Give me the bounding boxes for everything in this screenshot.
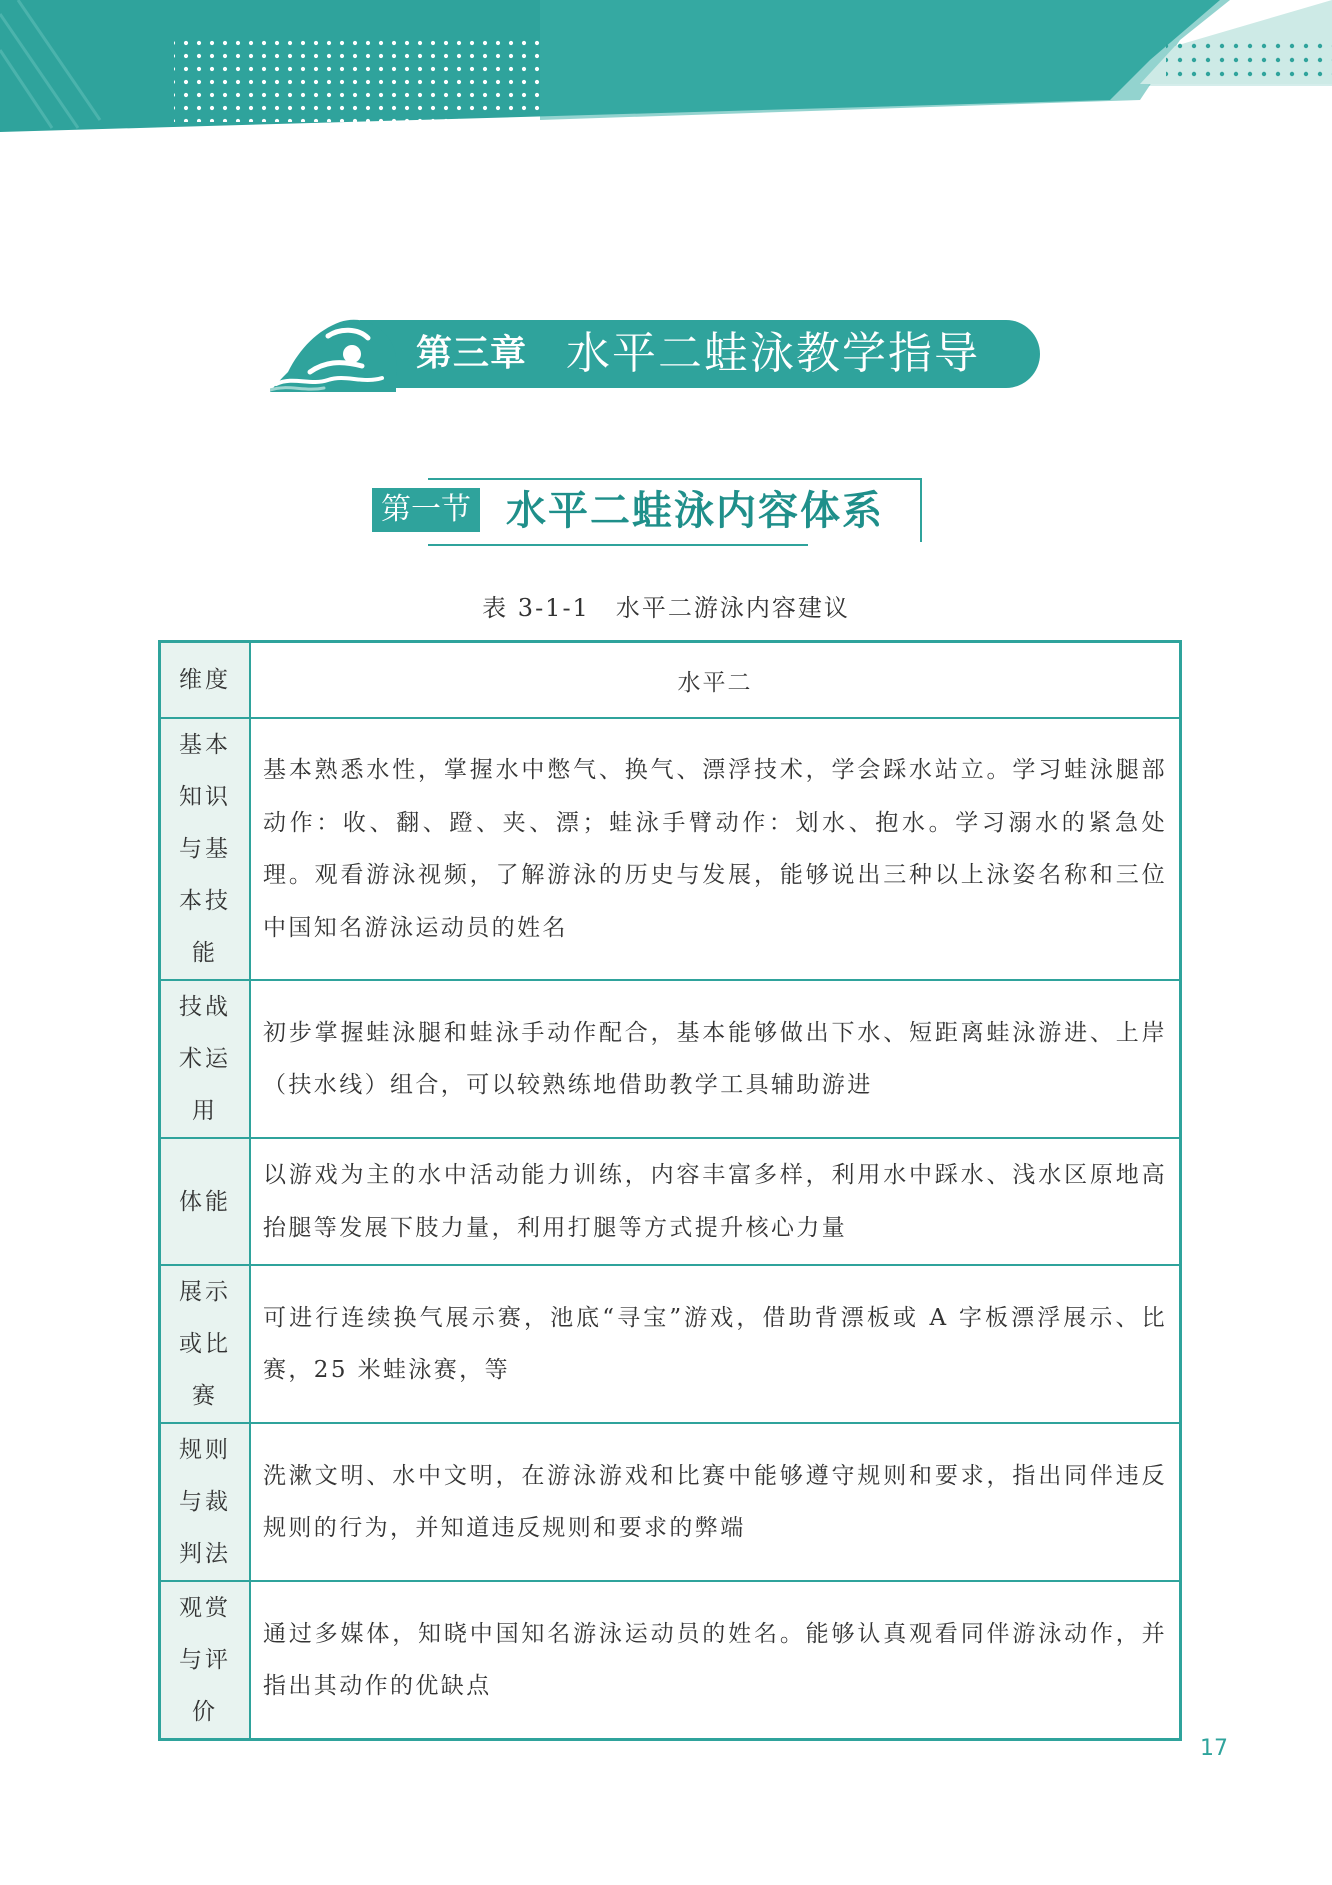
table-row — [160, 1581, 1181, 1740]
section-heading — [372, 478, 942, 546]
row-content: 以游戏为主的水中活动能力训练，内容丰富多样，利用水中踩水、浅水区原地高抬腿等发展下肢力量，利用打腿等方式提升核心力量 — [250, 1138, 1181, 1265]
table-header-row — [160, 642, 1181, 719]
section-title: 水平二蛙泳内容体系 — [506, 488, 884, 534]
row-dimension: 体能 — [160, 1138, 251, 1265]
row-content: 基本熟悉水性，掌握水中憋气、换气、漂浮技术，学会踩水站立。学习蛙泳腿部动作：收、翻、蹬、夹、漂；蛙泳手臂动作：划水、抱水。学习溺水的紧急处理。观看游泳视频，了解游泳的历史与发展，能够说出三种以上泳姿名称和三位中国知名游泳运动员的姓名 — [250, 718, 1181, 980]
header-banner — [0, 0, 1332, 140]
row-content: 通过多媒体，知晓中国知名游泳运动员的姓名。能够认真观看同伴游泳动作，并指出其动作的优缺点 — [250, 1581, 1181, 1740]
row-content: 洗漱文明、水中文明，在游泳游戏和比赛中能够遵守规则和要求，指出同伴违反规则的行为，并知道违反规则和要求的弊端 — [250, 1423, 1181, 1581]
table-row — [160, 1138, 1181, 1265]
banner-graphic — [0, 0, 1332, 140]
row-dimension: 观赏与评价 — [160, 1581, 251, 1740]
row-content: 初步掌握蛙泳腿和蛙泳手动作配合，基本能够做出下水、短距离蛙泳游进、上岸（扶水线）组合，可以较熟练地借助教学工具辅助游进 — [250, 980, 1181, 1138]
table-row — [160, 1423, 1181, 1581]
row-content: 可进行连续换气展示赛，池底“寻宝”游戏，借助背漂板或 A 字板漂浮展示、比赛，25 米蛙泳赛，等 — [250, 1265, 1181, 1423]
page-number: 17 — [1200, 1736, 1228, 1761]
row-dimension: 展示或比赛 — [160, 1265, 251, 1423]
chapter-heading — [270, 314, 1040, 390]
section-number: 第一节 — [372, 488, 480, 532]
content-table — [158, 640, 1182, 1741]
row-dimension: 基本知识与基本技能 — [160, 718, 251, 980]
row-dimension: 规则与裁判法 — [160, 1423, 251, 1581]
swimmer-icon — [270, 314, 402, 394]
header-level: 水平二 — [250, 642, 1181, 719]
table-row — [160, 1265, 1181, 1423]
table-row — [160, 718, 1181, 980]
table-caption: 表 3-1-1 水平二游泳内容建议 — [482, 594, 850, 622]
header-dimension: 维度 — [160, 642, 251, 719]
table-row — [160, 980, 1181, 1138]
chapter-title: 水平二蛙泳教学指导 — [566, 328, 980, 379]
row-dimension: 技战术运用 — [160, 980, 251, 1138]
chapter-number: 第三章 — [416, 333, 528, 374]
